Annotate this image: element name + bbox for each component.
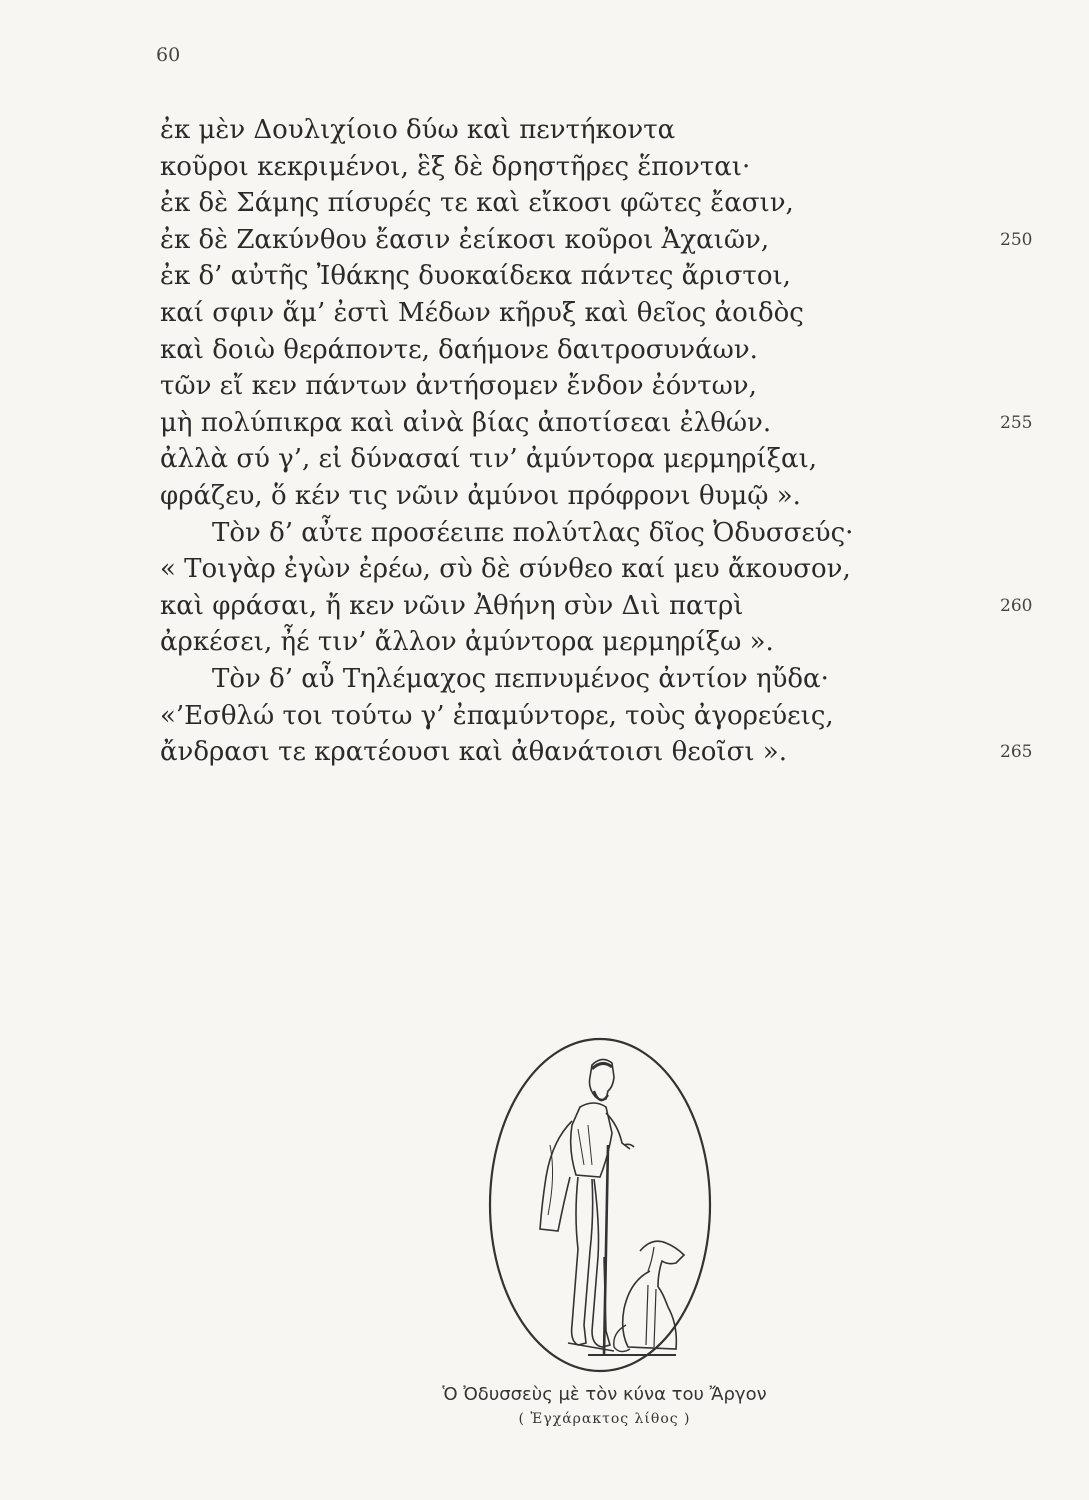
verse-text: ἀρκέσει, ἦέ τιν’ ἄλλον ἀμύντορα μερμηρίξω ». (160, 627, 774, 658)
verse-line (160, 295, 1060, 332)
verse-line (160, 185, 1060, 222)
verse-line (160, 258, 1060, 295)
verse-text: Τὸν δ’ αὖτε προσέειπε πολύτλας δῖος Ὀδυσσεύς· (212, 517, 854, 548)
verse-line (160, 368, 1060, 405)
verse-line (160, 222, 1060, 259)
line-number: 255 (1000, 412, 1033, 433)
figure-subcaption: ( Ἐγχάρακτος λίθος ) (518, 1411, 691, 1427)
verse-text: Τὸν δ’ αὖ Τηλέμαχος πεπνυμένος ἀντίον ηὔδα· (212, 663, 829, 694)
engraved-gem-illustration (480, 1025, 720, 1385)
verse-line (160, 405, 1060, 442)
verse-text: ἐκ δὲ Ζακύνθου ἔασιν ἐείκοσι κοῦροι Ἀχαιῶν, (160, 224, 770, 255)
verse-line (160, 624, 1060, 661)
line-number: 265 (1000, 742, 1033, 763)
verse-line (160, 149, 1060, 186)
verse-line (160, 588, 1060, 625)
verse-line (160, 734, 1060, 771)
verse-line (160, 698, 1060, 735)
page-number: 60 (156, 44, 181, 66)
verse-text: μὴ πολύπικρα καὶ αἰνὰ βίας ἀποτίσεαι ἐλθών. (160, 407, 772, 438)
verse-line (160, 551, 1060, 588)
verse-text: καὶ δοιὼ θεράποντε, δαήμονε δαιτροσυνάων. (160, 334, 758, 365)
poem-text (160, 112, 1060, 771)
verse-text: ἐκ δ’ αὐτῆς Ἰθάκης δυοκαίδεκα πάντες ἄριστοι, (160, 261, 791, 292)
verse-text: ἄνδρασι τε κρατέουσι καὶ ἀθανάτοισι θεοῖσι ». (160, 737, 787, 768)
line-number: 250 (1000, 229, 1033, 250)
verse-text: φράζευ, ὅ κέν τις νῶιν ἀμύνοι πρόφρονι θυμῷ ». (160, 480, 801, 511)
figure-caption: Ὁ Ὀδυσσεὺς μὲ τὸν κύνα του Ἄργον (442, 1384, 767, 1405)
verse-text: ἐκ μὲν Δουλιχίοιο δύω καὶ πεντήκοντα (160, 115, 676, 145)
verse-line (160, 661, 1060, 698)
verse-line (160, 112, 1060, 149)
verse-text: καὶ φράσαι, ἤ κεν νῶιν Ἀθήνη σὺν Διὶ πατρὶ (160, 590, 744, 621)
verse-text: τῶν εἴ κεν πάντων ἀντήσομεν ἔνδον ἐόντων, (160, 371, 757, 402)
verse-text: « Τοιγὰρ ἐγὼν ἐρέω, σὺ δὲ σύνθεο καί μευ ἄκουσον, (160, 554, 851, 585)
verse-line (160, 478, 1060, 515)
verse-text: καί σφιν ἅμ’ ἐστὶ Μέδων κῆρυξ καὶ θεῖος ἀοιδὸς (160, 297, 804, 328)
verse-text: ἐκ δὲ Σάμης πίσυρές τε καὶ εἴκοσι φῶτες ἔασιν, (160, 188, 794, 219)
verse-text: ἀλλὰ σύ γ’, εἰ δύνασαί τιν’ ἀμύντορα μερμηρίξαι, (160, 444, 818, 475)
verse-line (160, 515, 1060, 552)
verse-text: «’Εσθλώ τοι τούτω γ’ ἐπαμύντορε, τοὺς ἀγορεύεις, (160, 700, 834, 731)
verse-line (160, 332, 1060, 369)
verse-text: κοῦροι κεκριμένοι, ἓξ δὲ δρηστῆρες ἕπονται· (160, 151, 751, 182)
verse-line (160, 441, 1060, 478)
line-number: 260 (1000, 595, 1033, 616)
